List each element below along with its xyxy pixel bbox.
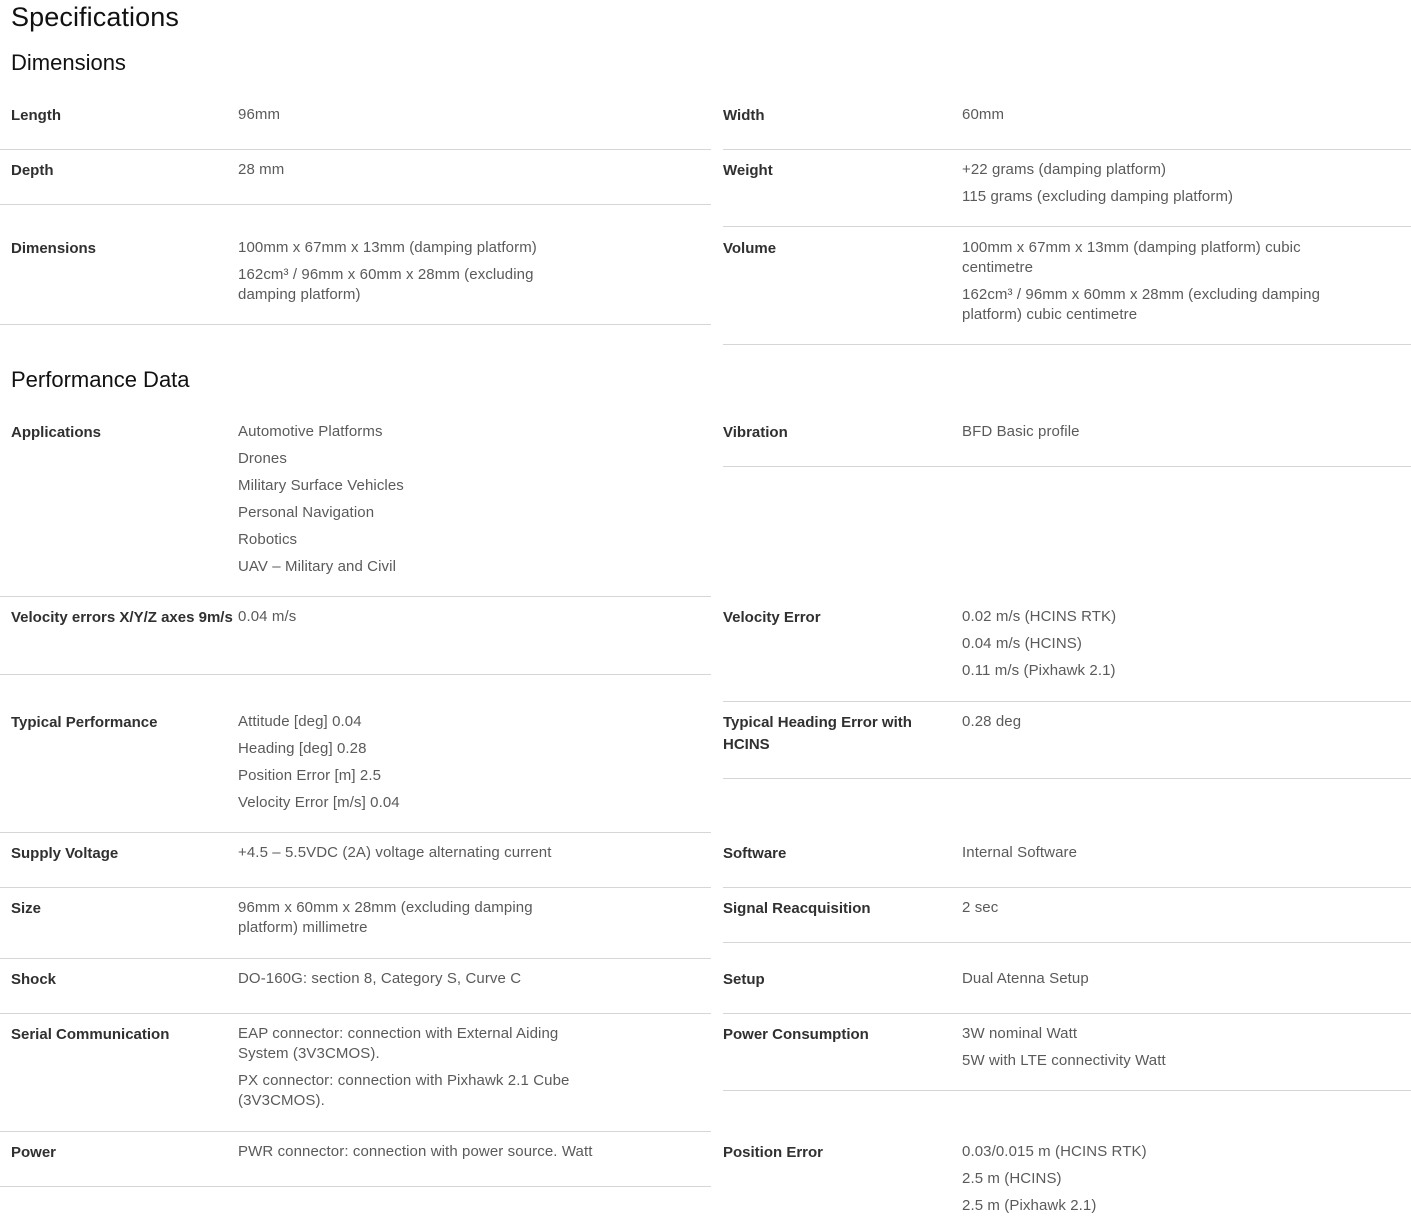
spec-label: Position Error	[723, 1144, 824, 1161]
section-title-dimensions: Dimensions	[11, 50, 126, 75]
spec-value: UAV – Military and Civil	[238, 558, 396, 575]
spec-value: 60mm	[962, 106, 1005, 123]
dimensions-left-column	[0, 95, 711, 345]
spec-value: DO-160G: section 8, Category S, Curve C	[238, 970, 522, 987]
spec-value: Position Error [m] 2.5	[238, 767, 382, 784]
spec-label: Shock	[11, 971, 57, 988]
spec-value: 0.28 deg	[962, 713, 1022, 730]
spec-value: 0.04 m/s	[238, 608, 297, 625]
spec-row	[723, 150, 1411, 227]
spec-value: Drones	[238, 450, 287, 467]
spec-row	[0, 205, 711, 325]
spec-value: 0.11 m/s (Pixhawk 2.1)	[962, 662, 1116, 679]
spec-value: PWR connector: connection with power source. Watt	[238, 1143, 593, 1160]
spec-label: Serial Communication	[11, 1026, 170, 1043]
spec-label: Vibration	[723, 424, 788, 441]
spec-label: Weight	[723, 162, 773, 179]
spec-label: Applications	[11, 424, 102, 441]
spec-row	[0, 833, 711, 888]
spec-value: 2 sec	[962, 899, 999, 916]
spec-value: PX connector: connection with Pixhawk 2.1 Cube (3V3CMOS).	[238, 1072, 570, 1109]
section-title-performance: Performance Data	[11, 367, 190, 392]
spec-row	[723, 1014, 1411, 1091]
spec-value: 115 grams (excluding damping platform)	[962, 188, 1234, 205]
spec-label: Size	[11, 900, 42, 917]
spec-value: Personal Navigation	[238, 504, 375, 521]
spec-row	[0, 597, 711, 675]
spec-value: 162cm³ / 96mm x 60mm x 28mm (excluding damping platform) cubic centimetre	[962, 286, 1321, 323]
spec-value: 28 mm	[238, 161, 285, 178]
spec-row	[0, 95, 711, 150]
spec-value: 0.04 m/s (HCINS)	[962, 635, 1082, 652]
spec-value: Robotics	[238, 531, 298, 548]
spec-row	[0, 675, 711, 833]
spec-label: Typical Performance	[11, 714, 158, 731]
spec-value: Military Surface Vehicles	[238, 477, 404, 494]
spec-label: Power Consumption	[723, 1026, 869, 1043]
spec-label: Velocity Error	[723, 609, 821, 626]
spec-value: Automotive Platforms	[238, 423, 383, 440]
spec-row	[723, 943, 1411, 1014]
spec-row	[723, 1091, 1411, 1224]
spec-value: Internal Software	[962, 844, 1078, 861]
spec-label: Supply Voltage	[11, 845, 119, 862]
spec-value: 100mm x 67mm x 13mm (damping platform) cubic centimetre	[962, 239, 1301, 276]
spec-value: Heading [deg] 0.28	[238, 740, 367, 757]
spec-value: +4.5 – 5.5VDC (2A) voltage alternating current	[238, 844, 552, 861]
spec-value: +22 grams (damping platform)	[962, 161, 1167, 178]
spec-row	[0, 412, 711, 597]
spec-value: EAP connector: connection with External Aiding System (3V3CMOS).	[238, 1025, 559, 1062]
spec-row	[723, 412, 1411, 467]
spec-row	[723, 227, 1411, 345]
performance-left-column	[0, 412, 711, 1224]
spec-row	[0, 150, 711, 205]
spec-value: 2.5 m (Pixhawk 2.1)	[962, 1197, 1097, 1214]
spec-label: Dimensions	[11, 240, 97, 257]
spec-label: Width	[723, 107, 765, 124]
spec-label: Setup	[723, 971, 765, 988]
spec-row	[723, 467, 1411, 702]
spec-value: 3W nominal Watt	[962, 1025, 1078, 1042]
spec-label: Typical Heading Error with HCINS	[723, 714, 912, 753]
spec-value: Dual Atenna Setup	[962, 970, 1089, 987]
spec-row	[723, 888, 1411, 943]
spec-label: Signal Reacquisition	[723, 900, 871, 917]
spec-label: Software	[723, 845, 787, 862]
spec-row	[723, 702, 1411, 779]
performance-grid	[0, 412, 1411, 1224]
dimensions-grid	[0, 95, 1411, 345]
spec-value: Velocity Error [m/s] 0.04	[238, 794, 400, 811]
spec-label: Length	[11, 107, 61, 124]
page-title: Specifications	[11, 2, 179, 32]
spec-value: Attitude [deg] 0.04	[238, 713, 362, 730]
dimensions-right-column	[723, 95, 1411, 345]
spec-value: 162cm³ / 96mm x 60mm x 28mm (excluding damping platform)	[238, 266, 534, 303]
spec-row	[0, 1132, 711, 1187]
spec-row	[723, 95, 1411, 150]
spec-value: 96mm	[238, 106, 281, 123]
spec-value: 0.03/0.015 m (HCINS RTK)	[962, 1143, 1147, 1160]
spec-row	[0, 888, 711, 959]
spec-label: Power	[11, 1144, 57, 1161]
spec-value: 5W with LTE connectivity Watt	[962, 1052, 1166, 1069]
spec-label: Velocity errors X/Y/Z axes 9m/s	[11, 609, 233, 626]
spec-row	[723, 779, 1411, 888]
spec-value: 96mm x 60mm x 28mm (excluding damping platform) millimetre	[238, 899, 533, 936]
spec-row	[0, 1014, 711, 1132]
spec-value: BFD Basic profile	[962, 423, 1080, 440]
spec-value: 2.5 m (HCINS)	[962, 1170, 1062, 1187]
performance-right-column	[723, 412, 1411, 1224]
spec-label: Volume	[723, 240, 777, 257]
spec-row	[0, 959, 711, 1014]
spec-label: Depth	[11, 162, 54, 179]
spec-value: 0.02 m/s (HCINS RTK)	[962, 608, 1117, 625]
spec-value: 100mm x 67mm x 13mm (damping platform)	[238, 239, 537, 256]
